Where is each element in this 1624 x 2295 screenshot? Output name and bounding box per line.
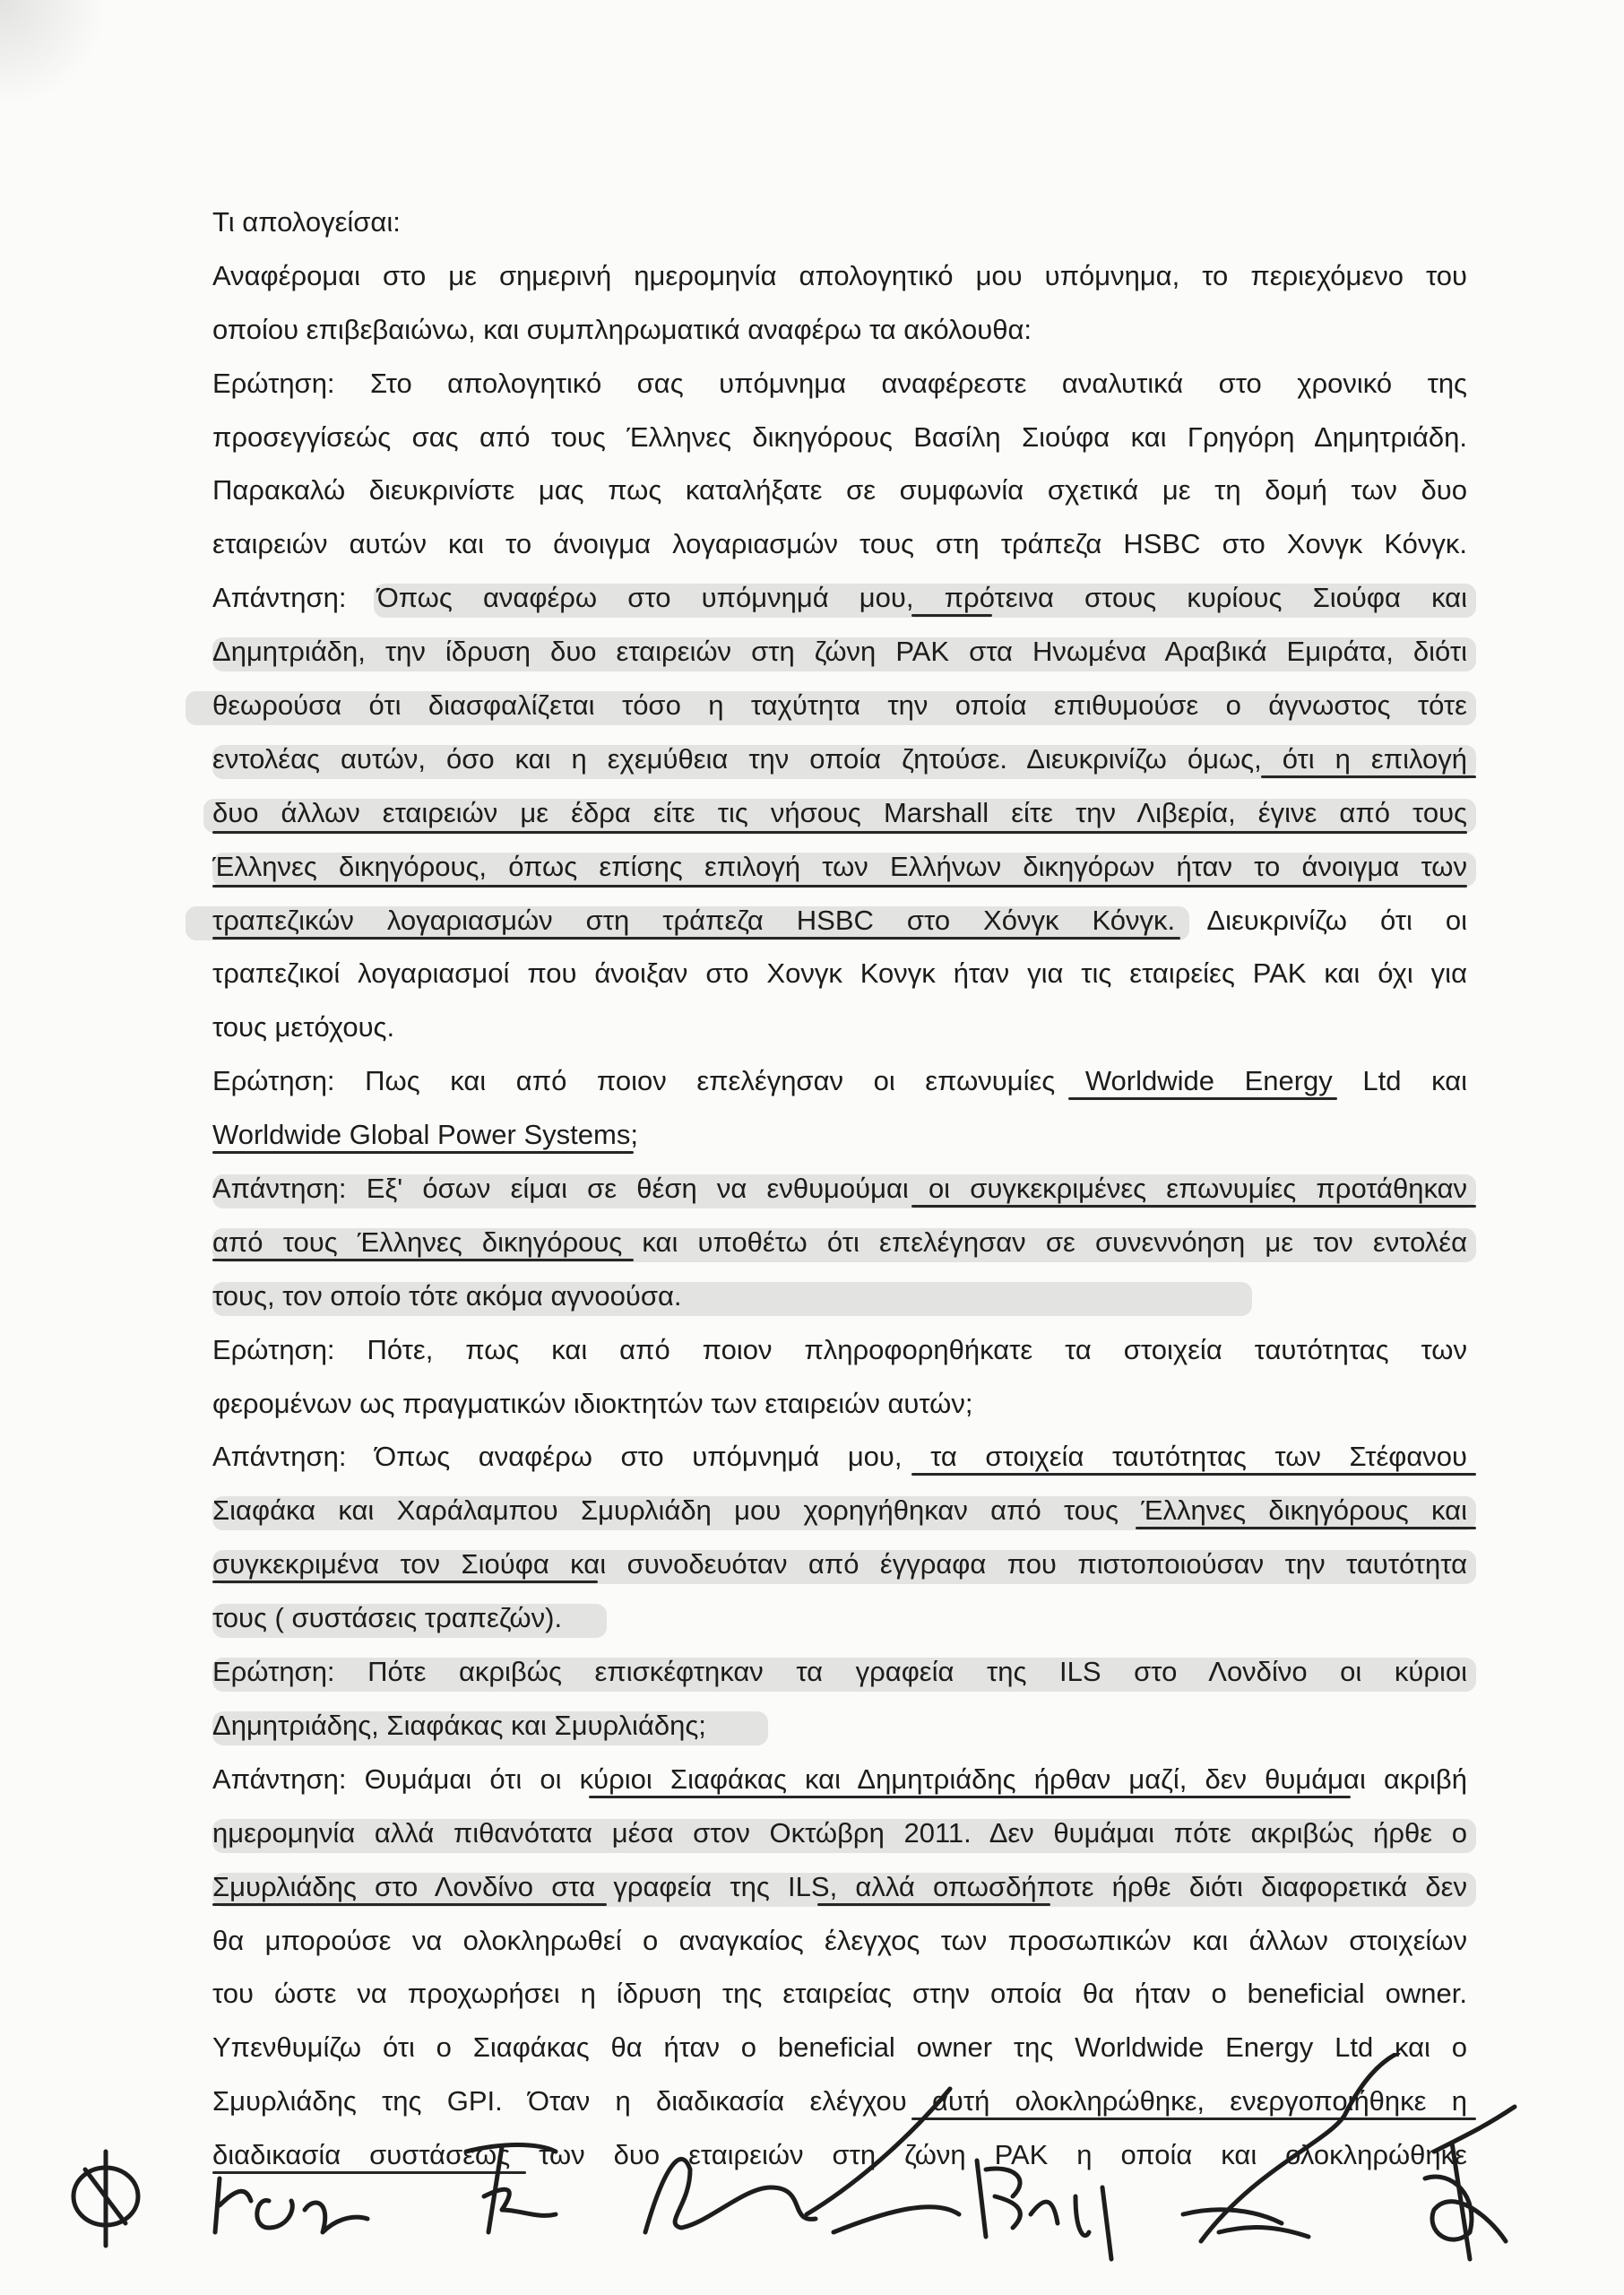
- text-line: θεωρούσα ότι διασφαλίζεται τόσο η ταχύτητα την οποία επιθυμούσε ο άγνωστος τότε: [212, 679, 1467, 732]
- text-line: φερομένων ως πραγματικών ιδιοκτητών των εταιρειών αυτών;: [212, 1387, 973, 1419]
- underline-mark: [817, 1903, 1050, 1906]
- text-line: Απάντηση: Όπως αναφέρω στο υπόμνημά μου, τα στοιχεία ταυτότητας των Στέφανου: [212, 1430, 1467, 1484]
- underline-mark: [911, 614, 992, 617]
- text-line: οποίου επιβεβαιώνω, και συμπληρωματικά αναφέρω τα ακόλουθα:: [212, 313, 1032, 345]
- text-line: διαδικασία συστάσεως των δυο εταιρειών στη ζώνη ΡΑΚ η οποία και ολοκληρώθηκε: [212, 2128, 1467, 2182]
- statement-body: [212, 195, 1467, 2236]
- text-line: τους μετόχους.: [212, 1011, 395, 1044]
- signature-1: [73, 2152, 138, 2246]
- text-line: Σιαφάκα και Χαράλαμπου Σμυρλιάδη μου χορηγήθηκαν από τους Έλληνες δικηγόρους και: [212, 1484, 1467, 1537]
- text-line: Worldwide Global Power Systems;: [212, 1108, 1467, 1162]
- text-line: Παρακαλώ διευκρινίστε μας πως καταλήξατε σε συμφωνία σχετικά με τη δομή των δυο: [212, 474, 1467, 507]
- signature-7: [1425, 2107, 1515, 2259]
- underline-mark: [212, 1903, 607, 1906]
- underline-mark: [589, 1796, 1351, 1798]
- underline-mark: [212, 1581, 598, 1583]
- signature-2: [215, 2178, 367, 2232]
- text-line: Σμυρλιάδης στο Λονδίνο στα γραφεία της ILS, αλλά οπωσδήποτε ήρθε διότι διαφορετικά δεν: [212, 1860, 1467, 1914]
- signature-6: [1183, 2053, 1398, 2241]
- text-line: τραπεζικοί λογαριασμοί που άνοιξαν στο Χονγκ Κονγκ ήταν για τις εταιρείες ΡΑΚ και όχι για: [212, 957, 1467, 990]
- text-line: ημερομηνία αλλά πιθανότατα μέσα στον Οκτώβρη 2011. Δεν θυμάμαι πότε ακριβώς ήρθε ο: [212, 1806, 1467, 1860]
- text-line: δυο άλλων εταιρειών με έδρα είτε τις νήσους Marshall είτε την Λιβερία, έγινε από τους: [212, 786, 1467, 840]
- underline-mark: [911, 1473, 1476, 1476]
- text-line: θα μπορούσε να ολοκληρωθεί ο αναγκαίος έλεγχος των προσωπικών και άλλων στοιχείων: [212, 1924, 1467, 1956]
- text-line: τραπεζικών λογαριασμών στη τράπεζα HSBC στο Χόνγκ Κόνγκ. Διευκρινίζω ότι οι: [212, 894, 1467, 948]
- scan-shadow: [0, 0, 108, 108]
- text-line: εντολέας αυτών, όσο και η εχεμύθεια την οποία ζητούσε. Διευκρινίζω όμως, ότι η επιλογή: [212, 732, 1467, 786]
- text-line: τους ( συστάσεις τραπεζών).: [212, 1591, 1467, 1645]
- text-line: προσεγγίσεώς σας από τους Έλληνες δικηγόρους Βασίλη Σιούφα και Γρηγόρη Δημητριάδη.: [212, 420, 1467, 453]
- text-line: από τους Έλληνες δικηγόρους και υποθέτω ότι επελέγησαν σε συνεννόηση με τον εντολέα: [212, 1216, 1467, 1269]
- text-line: Ερώτηση: Στο απολογητικό σας υπόμνημα αναφέρεστε αναλυτικά στο χρονικό της: [212, 367, 1467, 399]
- text-line: Απάντηση: Εξ' όσων είμαι σε θέση να ενθυμούμαι οι συγκεκριμένες επωνυμίες προτάθηκαν: [212, 1162, 1467, 1216]
- underline-mark: [1136, 1527, 1476, 1529]
- underline-mark: [212, 1259, 634, 1261]
- underline-mark: [911, 1205, 1476, 1208]
- signatures-handwritten: [0, 2053, 1624, 2295]
- text-line: Σμυρλιάδης της GPI. Όταν η διαδικασία ελέγχου αυτή ολοκληρώθηκε, ενεργοποιήθηκε η: [212, 2074, 1467, 2128]
- underline-mark: [212, 885, 1467, 888]
- signature-4: [645, 2089, 959, 2232]
- text-line: Ερώτηση: Πότε ακριβώς επισκέφτηκαν τα γραφεία της ILS στο Λονδίνο οι κύριοι: [212, 1645, 1467, 1699]
- underline-mark: [1068, 1097, 1337, 1100]
- text-line: του ώστε να προχωρήσει η ίδρυση της εταιρείας στην οποία θα ήταν ο beneficial owner.: [212, 1978, 1467, 2010]
- text-line: τους, τον οποίο τότε ακόμα αγνοούσα.: [212, 1269, 1467, 1323]
- text-line: Δημητριάδη, την ίδρυση δυο εταιρειών στη ζώνη ΡΑΚ στα Ηνωμένα Αραβικά Εμιράτα, διότι: [212, 625, 1467, 679]
- text-line: Απάντηση: Θυμάμαι ότι οι κύριοι Σιαφάκας και Δημητριάδης ήρθαν μαζί, δεν θυμάμαι ακριβή: [212, 1753, 1467, 1806]
- text-line: Έλληνες δικηγόρους, όπως επίσης επιλογή των Ελλήνων δικηγόρων ήταν το άνοιγμα των: [212, 840, 1467, 894]
- text-line: Ερώτηση: Πως και από ποιον επελέγησαν οι επωνυμίες Worldwide Energy Ltd και: [212, 1054, 1467, 1108]
- underline-mark: [212, 831, 1467, 834]
- text-line: Απάντηση: Όπως αναφέρω στο υπόμνημά μου, πρότεινα στους κυρίους Σιούφα και: [212, 571, 1467, 625]
- text-line: εταιρειών αυτών και το άνοιγμα λογαριασμών τους στη τράπεζα HSBC στο Χονγκ Κόνγκ.: [212, 528, 1467, 560]
- underline-mark: [1261, 775, 1476, 778]
- text-line: Τι απολογείσαι:: [212, 206, 401, 238]
- text-line: Δημητριάδης, Σιαφάκας και Σμυρλιάδης;: [212, 1699, 1467, 1753]
- text-line: συγκεκριμένα τον Σιούφα και συνοδευόταν από έγγραφα που πιστοποιούσαν την ταυτότητα: [212, 1537, 1467, 1591]
- text-line: Υπενθυμίζω ότι ο Σιαφάκας θα ήταν ο beneficial owner της Worldwide Energy Ltd και ο: [212, 2031, 1467, 2064]
- text-line: Ερώτηση: Πότε, πως και από ποιον πληροφορηθήκατε τα στοιχεία ταυτότητας των: [212, 1333, 1467, 1365]
- underline-mark: [212, 937, 1180, 940]
- underline-mark: [212, 1151, 634, 1154]
- signature-5: [977, 2161, 1111, 2259]
- text-line: Αναφέρομαι στο με σημερινή ημερομηνία απολογητικό μου υπόμνημα, το περιεχόμενο του: [212, 259, 1467, 291]
- signature-3: [466, 2145, 556, 2233]
